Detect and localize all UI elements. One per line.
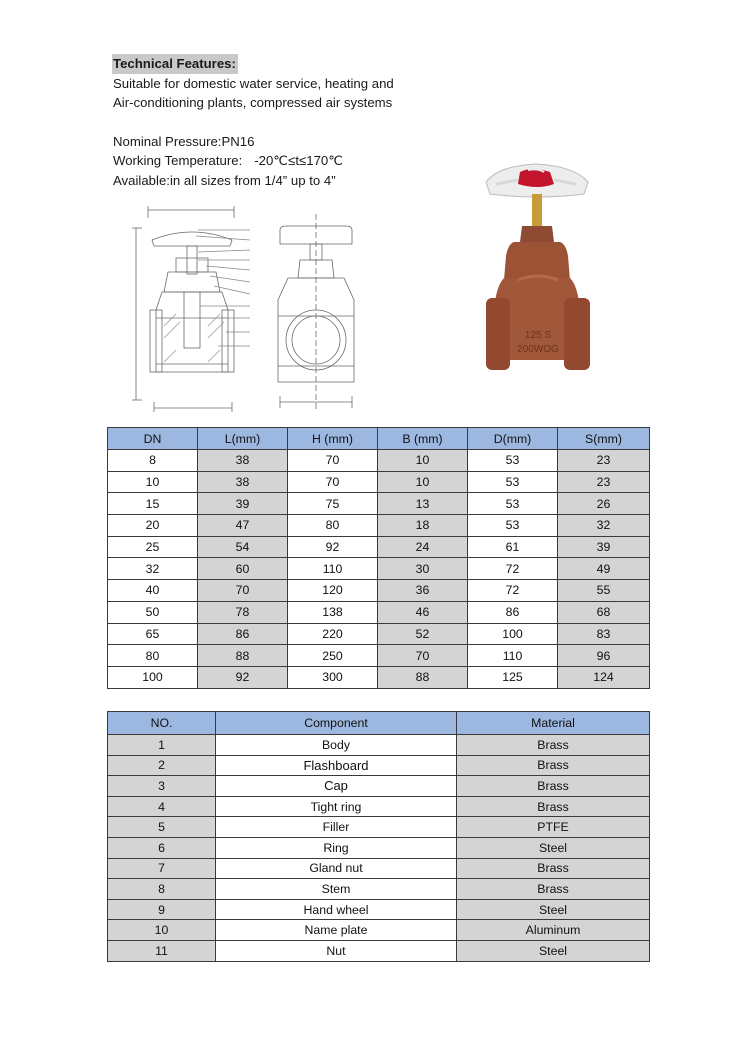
table-cell: 38 — [198, 471, 288, 493]
table-cell: 72 — [468, 558, 558, 580]
table-row — [108, 645, 650, 667]
table-row — [108, 623, 650, 645]
table-cell: 10 — [378, 471, 468, 493]
table-cell: 70 — [288, 471, 378, 493]
table-cell: Brass — [457, 879, 650, 900]
table-cell: 38 — [198, 450, 288, 472]
table-cell: 220 — [288, 623, 378, 645]
table-cell: 39 — [198, 493, 288, 515]
table-cell: Steel — [457, 837, 650, 858]
table-row — [108, 858, 650, 879]
table-cell: 65 — [108, 623, 198, 645]
technical-features — [113, 54, 473, 191]
temperature-label: Working Temperature: — [113, 153, 243, 169]
table-cell: 96 — [558, 645, 650, 667]
hand-wheel-icon — [486, 164, 588, 197]
table-cell: 100 — [108, 666, 198, 688]
table-cell: 25 — [108, 536, 198, 558]
table-cell: 46 — [378, 601, 468, 623]
table-cell: Tight ring — [216, 796, 457, 817]
table-cell: Brass — [457, 776, 650, 797]
table-cell: 11 — [108, 940, 216, 961]
table-row — [108, 601, 650, 623]
table-cell: 88 — [378, 666, 468, 688]
table-cell: Name plate — [216, 920, 457, 941]
table-cell: 4 — [108, 796, 216, 817]
table-cell: 2 — [108, 755, 216, 776]
features-title: Technical Features: — [112, 54, 238, 74]
table-cell: 30 — [378, 558, 468, 580]
header-d: D(mm) — [468, 428, 558, 450]
component-table — [107, 711, 650, 962]
table-cell: 70 — [378, 645, 468, 667]
table-cell: 138 — [288, 601, 378, 623]
valve-photo — [478, 160, 604, 376]
table-row — [108, 899, 650, 920]
table-cell: 13 — [378, 493, 468, 515]
table-cell: 78 — [198, 601, 288, 623]
table-cell: Flashboard — [216, 755, 457, 776]
table-cell: 83 — [558, 623, 650, 645]
table-cell: 86 — [468, 601, 558, 623]
table-cell: Ring — [216, 837, 457, 858]
header-dn: DN — [108, 428, 198, 450]
table-row — [108, 580, 650, 602]
table-cell: 124 — [558, 666, 650, 688]
table-cell: 54 — [198, 536, 288, 558]
available-sizes: Available:in all sizes from 1/4” up to 4” — [113, 172, 336, 188]
table-cell: Hand wheel — [216, 899, 457, 920]
table-row — [108, 837, 650, 858]
table-cell: 7 — [108, 858, 216, 879]
table-cell: 300 — [288, 666, 378, 688]
table-cell: 88 — [198, 645, 288, 667]
table-cell: 10 — [108, 471, 198, 493]
table-cell: Steel — [457, 899, 650, 920]
table-cell: 60 — [198, 558, 288, 580]
table-row — [108, 735, 650, 756]
header-h: H (mm) — [288, 428, 378, 450]
table-cell: 1 — [108, 735, 216, 756]
table-cell: Brass — [457, 735, 650, 756]
header-l: L(mm) — [198, 428, 288, 450]
table-cell: 125 — [468, 666, 558, 688]
table-cell: 72 — [468, 580, 558, 602]
table-cell: 3 — [108, 776, 216, 797]
table-cell: 24 — [378, 536, 468, 558]
table-cell: 15 — [108, 493, 198, 515]
table-cell: 39 — [558, 536, 650, 558]
table-cell: 40 — [108, 580, 198, 602]
header-component: Component — [216, 712, 457, 735]
table-cell: Brass — [457, 858, 650, 879]
header-no: NO. — [108, 712, 216, 735]
table-cell: Filler — [216, 817, 457, 838]
table-row — [108, 817, 650, 838]
table-cell: 53 — [468, 493, 558, 515]
table-cell: 92 — [288, 536, 378, 558]
table-cell: 49 — [558, 558, 650, 580]
table-cell: 70 — [198, 580, 288, 602]
table-cell: 100 — [468, 623, 558, 645]
table-cell: 10 — [108, 920, 216, 941]
dimension-header-row — [108, 428, 650, 450]
table-cell: 53 — [468, 515, 558, 537]
table-row — [108, 558, 650, 580]
valve-marking-2: 200WOG — [517, 344, 559, 355]
table-cell: 23 — [558, 450, 650, 472]
table-cell: 9 — [108, 899, 216, 920]
table-row — [108, 450, 650, 472]
table-cell: 23 — [558, 471, 650, 493]
features-line-1: Suitable for domestic water service, heating and — [113, 75, 394, 91]
table-cell: 92 — [198, 666, 288, 688]
table-cell: Body — [216, 735, 457, 756]
table-row — [108, 879, 650, 900]
valve-marking-1: 125 S — [524, 330, 552, 341]
table-cell: 75 — [288, 493, 378, 515]
table-cell: PTFE — [457, 817, 650, 838]
table-row — [108, 536, 650, 558]
table-cell: 110 — [468, 645, 558, 667]
table-cell: 70 — [288, 450, 378, 472]
table-cell: 32 — [558, 515, 650, 537]
table-cell: 86 — [198, 623, 288, 645]
table-row — [108, 471, 650, 493]
table-cell: 18 — [378, 515, 468, 537]
table-cell: 32 — [108, 558, 198, 580]
table-cell: Brass — [457, 755, 650, 776]
table-cell: 120 — [288, 580, 378, 602]
table-row — [108, 940, 650, 961]
table-cell: 8 — [108, 879, 216, 900]
table-cell: Brass — [457, 796, 650, 817]
table-row — [108, 493, 650, 515]
table-cell: 53 — [468, 450, 558, 472]
header-material: Material — [457, 712, 650, 735]
table-cell: 52 — [378, 623, 468, 645]
table-row — [108, 776, 650, 797]
table-cell: 36 — [378, 580, 468, 602]
table-row — [108, 920, 650, 941]
table-cell: 61 — [468, 536, 558, 558]
temperature-value: -20℃≤t≤170℃ — [254, 153, 344, 169]
table-cell: Stem — [216, 879, 457, 900]
nominal-pressure: Nominal Pressure:PN16 — [113, 133, 255, 149]
table-cell: 55 — [558, 580, 650, 602]
table-cell: 20 — [108, 515, 198, 537]
table-cell: 53 — [468, 471, 558, 493]
table-cell: 80 — [108, 645, 198, 667]
table-cell: Steel — [457, 940, 650, 961]
features-line-2: Air-conditioning plants, compressed air systems — [113, 95, 393, 111]
dimension-table — [107, 427, 650, 689]
table-row — [108, 796, 650, 817]
table-cell: 47 — [198, 515, 288, 537]
header-s: S(mm) — [558, 428, 650, 450]
table-row — [108, 755, 650, 776]
table-cell: 10 — [378, 450, 468, 472]
table-cell: 6 — [108, 837, 216, 858]
table-cell: 68 — [558, 601, 650, 623]
table-cell: 250 — [288, 645, 378, 667]
component-header-row — [108, 712, 650, 735]
technical-drawing — [128, 206, 366, 412]
table-cell: 5 — [108, 817, 216, 838]
table-cell: 80 — [288, 515, 378, 537]
table-cell: 50 — [108, 601, 198, 623]
working-temperature — [113, 151, 473, 171]
table-cell: Cap — [216, 776, 457, 797]
table-cell: 8 — [108, 450, 198, 472]
table-row — [108, 666, 650, 688]
table-row — [108, 515, 650, 537]
table-cell: Nut — [216, 940, 457, 961]
table-cell: Aluminum — [457, 920, 650, 941]
header-b: B (mm) — [378, 428, 468, 450]
table-cell: 110 — [288, 558, 378, 580]
table-cell: 26 — [558, 493, 650, 515]
table-cell: Gland nut — [216, 858, 457, 879]
